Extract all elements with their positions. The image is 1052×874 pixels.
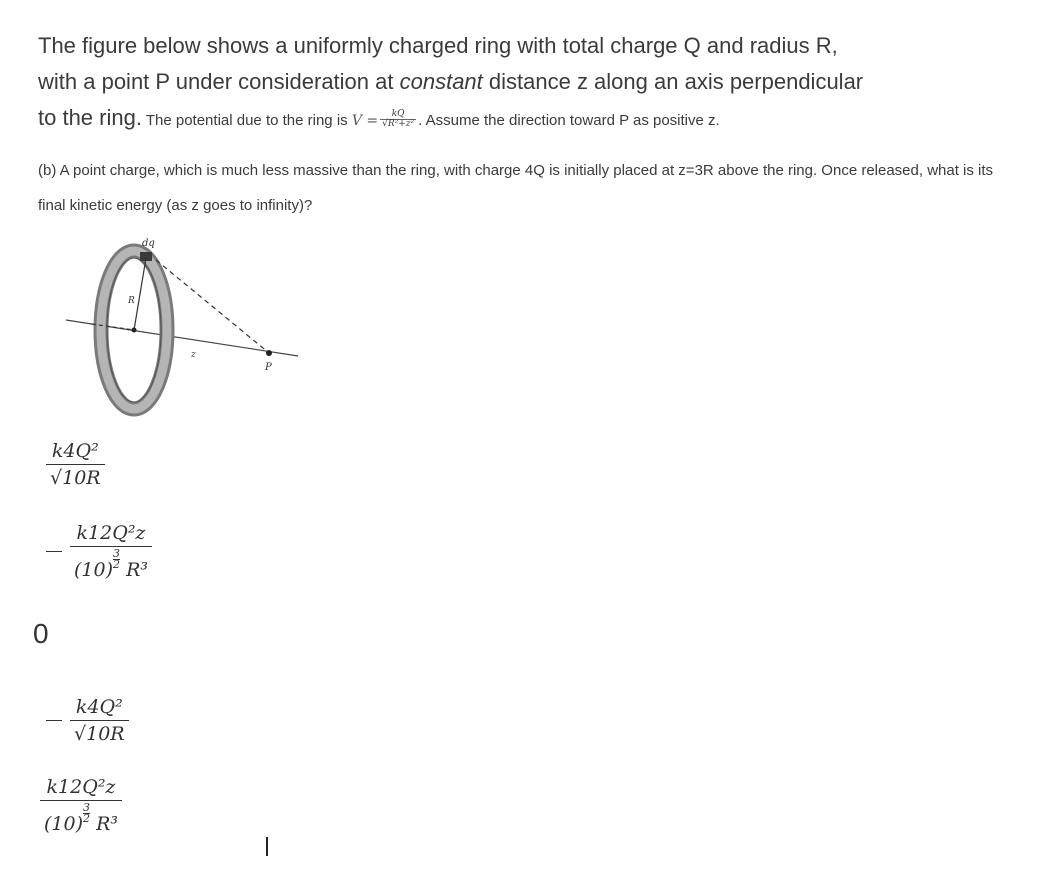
emphasis-constant: constant [399,69,483,94]
question-intro [38,28,1038,139]
label-R: R [128,296,135,306]
label-P: P [265,362,272,373]
minus-sign [46,551,62,552]
question-part-b: (b) A point charge, which is much less massive than the ring, with charge 4Q is initially placed at z=3R above the ring. Once released, what is its final kinetic energy (as z goes to infinity)? [38,162,994,214]
text-cursor [266,837,268,856]
intro-line-1: The figure below shows a uniformly charged ring with total charge Q and radius R, [38,33,838,58]
ring-figure [62,232,302,418]
answer-choice-4[interactable] [46,696,129,745]
exponent-fraction: $\frac{3}{2}$ [113,547,121,571]
potential-lhs: V = [351,113,379,129]
answer-choice-5[interactable] [40,776,122,835]
answer-choice-2[interactable] [46,522,152,581]
answer-choice-1[interactable] [46,440,105,489]
intro-line-2: with a point P under consideration at constant distance z along an axis perpendicular [38,69,864,94]
radius-line [134,258,146,330]
choice-1-fraction: $\frac{\text{k4Q²}}{√10R}$ [46,440,105,489]
label-dq: dq [142,238,155,249]
ring-center-dot [132,328,137,333]
potential-fraction: $\frac{kQ}{\text{√R²+z²}}$ [382,108,415,129]
intro-line-3: to the ring. The potential due to the ring is V = $\frac{kQ}{\text{√R²+z²}}$ . Assume the direction toward P as positive z. [38,105,720,130]
choice-5-fraction: k12Q²z (10) $\frac{3}{2}$ R³ [40,776,122,835]
choice-4-fraction: $\frac{\text{k4Q²}}{√10R}$ [70,696,129,745]
choice-2-fraction: k12Q²z (10) $\frac{3}{2}$ R³ [70,522,152,581]
answer-choice-3[interactable]: 0 [33,618,49,649]
minus-sign [46,720,62,721]
exponent-fraction: $\frac{3}{2}$ [83,801,91,825]
point-p-dot [266,350,272,356]
label-z: z [191,350,196,360]
